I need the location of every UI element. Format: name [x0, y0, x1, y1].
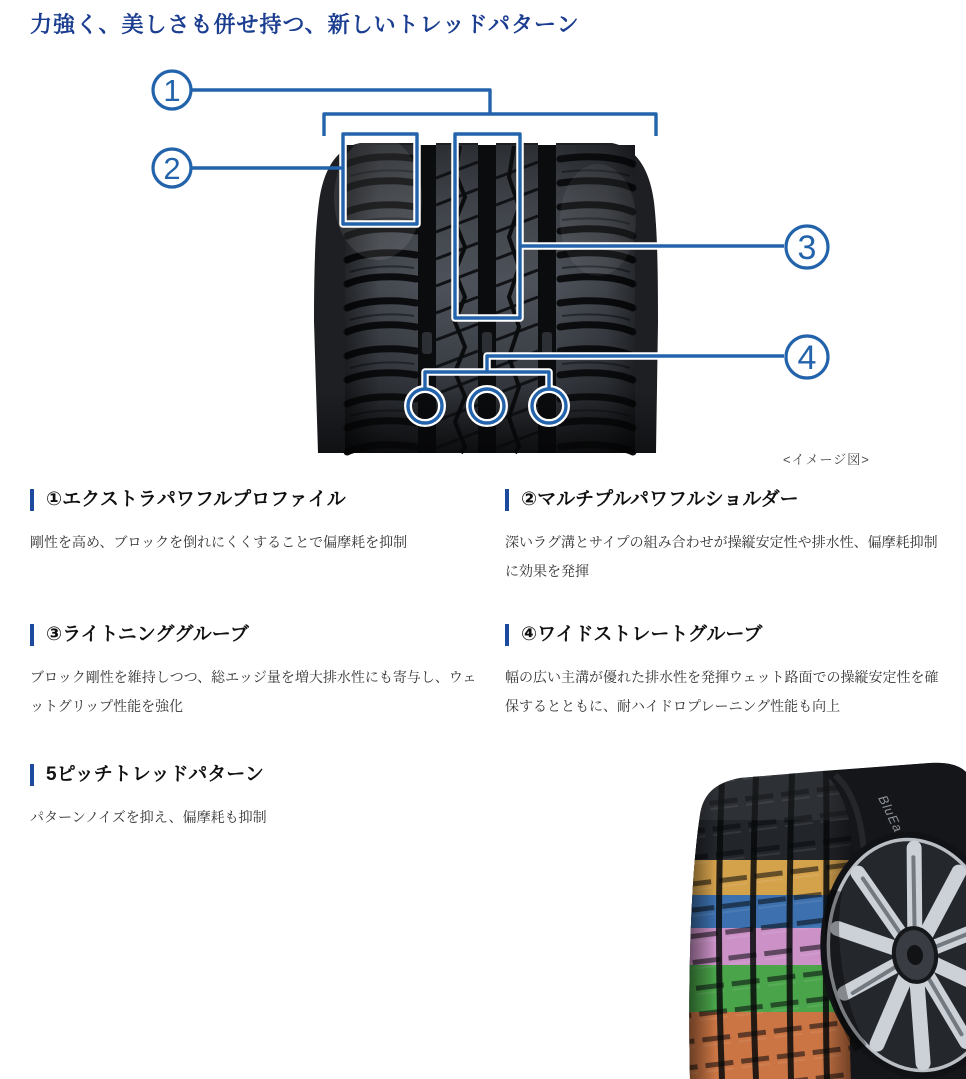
- feature-body: 幅の広い主溝が優れた排水性を発揮ウェット路面での操縦安定性を確保するとともに、耐ハイドロプレーニング性能も向上: [505, 669, 939, 714]
- feature-section-wide-straight-groove: [505, 624, 950, 721]
- feature-heading: ③ライトニンググルーブ: [30, 624, 480, 646]
- feature-section-5-pitch-tread-pattern: [30, 764, 480, 832]
- feature-heading: ②マルチプルパワフルショルダー: [505, 489, 950, 511]
- tire-front-photo: [314, 136, 658, 453]
- feature-body: 深いラグ溝とサイプの組み合わせが操縦安定性や排水性、偏摩耗抑制に効果を発揮: [505, 534, 938, 579]
- feature-body: パターンノイズを抑え、偏摩耗も抑制: [30, 809, 267, 825]
- feature-heading: ④ワイドストレートグルーブ: [505, 624, 950, 646]
- svg-text:1: 1: [163, 73, 181, 108]
- feature-heading: ①エクストラパワフルプロファイル: [30, 489, 480, 511]
- feature-heading: 5ピッチトレッドパターン: [30, 764, 480, 786]
- svg-text:4: 4: [797, 339, 817, 377]
- tread-pattern-diagram: [0, 0, 966, 475]
- page-title: 力強く、美しさも併せ持つ、新しいトレッドパターン: [30, 12, 580, 37]
- svg-text:2: 2: [163, 151, 181, 186]
- feature-body: ブロック剛性を維持しつつ、総エッジ量を増大排水性にも寄与し、ウェットグリップ性能を強化: [30, 669, 477, 714]
- feature-section-lightning-groove: [30, 624, 480, 721]
- svg-text:3: 3: [797, 229, 817, 267]
- feature-body: 剛性を高め、ブロックを倒れにくくすることで偏摩耗を抑制: [30, 534, 408, 550]
- diagram-caption: <イメージ図>: [783, 452, 870, 467]
- feature-section-extra-powerful-profile: [30, 489, 480, 557]
- five-pitch-tire-image: [660, 740, 966, 1079]
- feature-section-multiple-powerful-shoulder: [505, 489, 950, 586]
